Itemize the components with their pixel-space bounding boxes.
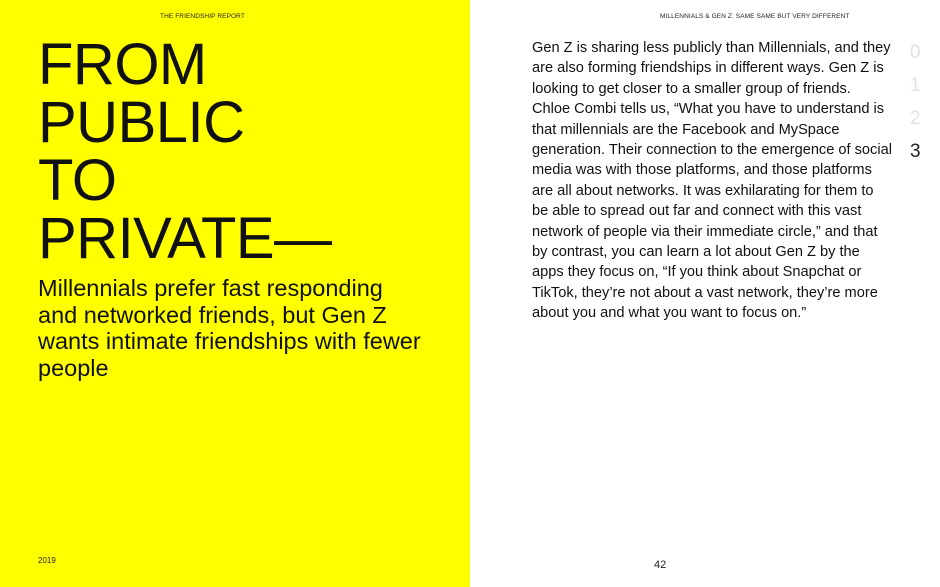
section-index — [910, 36, 921, 168]
section-index-3[interactable]: 3 — [910, 141, 921, 162]
headline-line-4: PRIVATE— — [38, 206, 332, 271]
section-index-1[interactable]: 1 — [910, 75, 921, 96]
headline-line-3: TO — [38, 148, 117, 213]
running-head-right: MILLENNIALS & GEN Z: SAME SAME BUT VERY DIFFERENT — [660, 13, 850, 20]
headline-line-1: FROM — [38, 32, 207, 97]
section-index-2[interactable]: 2 — [910, 108, 921, 129]
running-head-left: THE FRIENDSHIP REPORT — [160, 13, 245, 20]
subhead: Millennials prefer fast responding and networked friends, but Gen Z wants intimate friendships with fewer people — [38, 275, 421, 381]
page-number: 42 — [654, 559, 667, 571]
body-paragraph: Gen Z is sharing less publicly than Millennials, and they are also forming friendships in different ways. Gen Z is looking to get closer to a smaller group of friends. Chloe Combi tells us, “What you have to understand is that millennials are the Facebook and MySpace generation. Their connection to the emergence of social media was with those platforms, and those platforms are all about networks. It was exhilarating for them to be able to spread out far and connect with this vast network of people via their immediate circle,” and that by contrast, you can learn a lot about Gen Z by the apps they focus on, “If you think about Snapchat or TikTok, they’re not about a vast network, they’re more about you and what you want to focus on.” — [532, 40, 892, 322]
section-index-0[interactable]: 0 — [910, 42, 921, 63]
right-page — [470, 0, 940, 587]
headline-line-2: PUBLIC — [38, 90, 245, 155]
headline — [38, 32, 332, 271]
year-label: 2019 — [38, 556, 56, 565]
